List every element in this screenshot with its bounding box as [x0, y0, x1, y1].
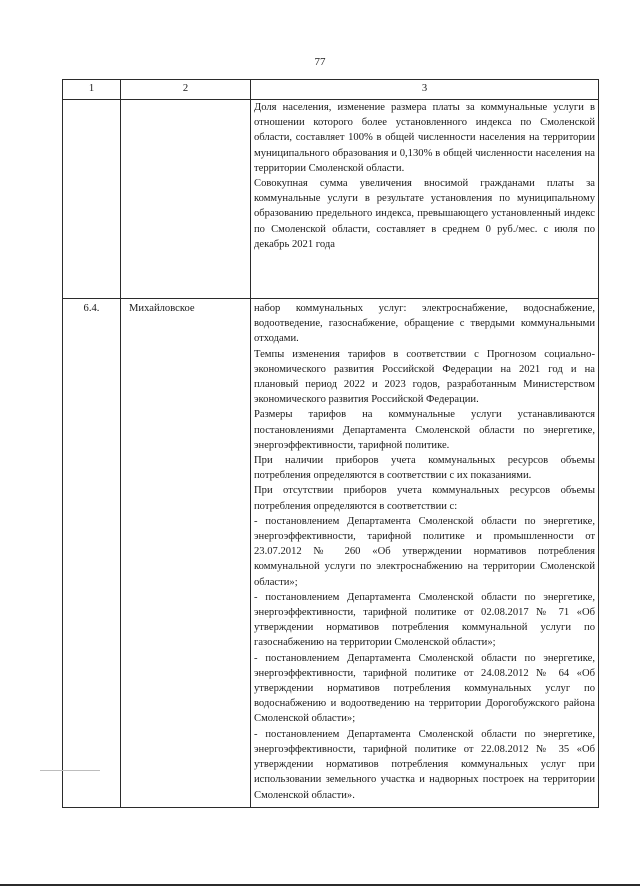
paragraph: - постановлением Департамента Смоленской области по энергетике, энергоэффективности, тарифной политике от 24.08.2012 № 64 «Об утверждении нормативов потребления коммунальных услуг по водоснабжению и водоотведению на территории Дорогобужского района Смоленской области»; — [254, 652, 595, 725]
row-number: 6.4. — [63, 299, 121, 808]
paragraph: Совокупная сумма увеличения вносимой гражданами платы за коммунальные услуги в результате установления по муниципальному образованию предельного индекса, превышающего установленный индекс по Смоленской области, составляет в среднем 0 руб./мес. с июля по декабрь 2021 года — [254, 178, 595, 250]
row-number — [63, 100, 121, 299]
page-number: 77 — [314, 56, 326, 68]
table-row — [63, 100, 599, 299]
page-bottom-border — [0, 884, 640, 886]
paragraph: Доля населения, изменение размера платы за коммунальные услуги в отношении которого более установленного индекса по Смоленской области, составляет 100% в общей численности населения на территории муниципального образования и 0,130% в общей численности населения на территории Смоленской области. — [254, 102, 595, 174]
column-header-1: 1 — [63, 80, 121, 100]
description-cell — [251, 100, 599, 299]
paragraph: Темпы изменения тарифов в соответствии с Прогнозом социально-экономического развития Российской Федерации на 2021 год и на плановый период 2022 и 2023 годов, разработанным Министерством экономического развития Российской Федерации. — [254, 348, 595, 406]
paragraph: набор коммунальных услуг: электроснабжение, водоснабжение, водоотведение, газоснабжение, обращение с твердыми коммунальными отходами. — [254, 303, 595, 345]
municipality-name — [121, 100, 251, 299]
column-header-3: 3 — [251, 80, 599, 100]
paragraph: - постановлением Департамента Смоленской области по энергетике, энергоэффективности, тарифной политике и промышленности от 23.07.2012 № 260 «Об утверждении нормативов потребления коммунальной услуги по электроснабжению на территории Смоленской области»; — [254, 515, 595, 588]
paragraph: При отсутствии приборов учета коммунальных ресурсов объемы потребления определяются в соответствии с: — [254, 485, 595, 512]
header-row — [63, 80, 599, 100]
tariff-table — [62, 79, 599, 808]
scan-artifact-line — [40, 770, 100, 771]
paragraph: - постановлением Департамента Смоленской области по энергетике, энергоэффективности, тарифной политике от 22.08.2012 № 35 «Об утверждении нормативов потребления коммунальных услуг при использовании земельного участка и надворных построек на территории Смоленской области». — [254, 728, 595, 801]
table-row — [63, 299, 599, 808]
description-cell — [251, 299, 599, 808]
column-header-2: 2 — [121, 80, 251, 100]
paragraph: При наличии приборов учета коммунальных ресурсов объемы потребления определяются в соответствии с их показаниями. — [254, 455, 595, 482]
paragraph: Размеры тарифов на коммунальные услуги устанавливаются постановлениями Департамента Смоленской области по энергетике, энергоэффективности, тарифной политике. — [254, 409, 595, 451]
municipality-name: Михайловское — [121, 299, 251, 808]
paragraph: - постановлением Департамента Смоленской области по энергетике, энергоэффективности, тарифной политике от 02.08.2017 № 71 «Об утверждении нормативов потребления коммунальной услуги по газоснабжению на территории Смоленской области»; — [254, 591, 595, 649]
